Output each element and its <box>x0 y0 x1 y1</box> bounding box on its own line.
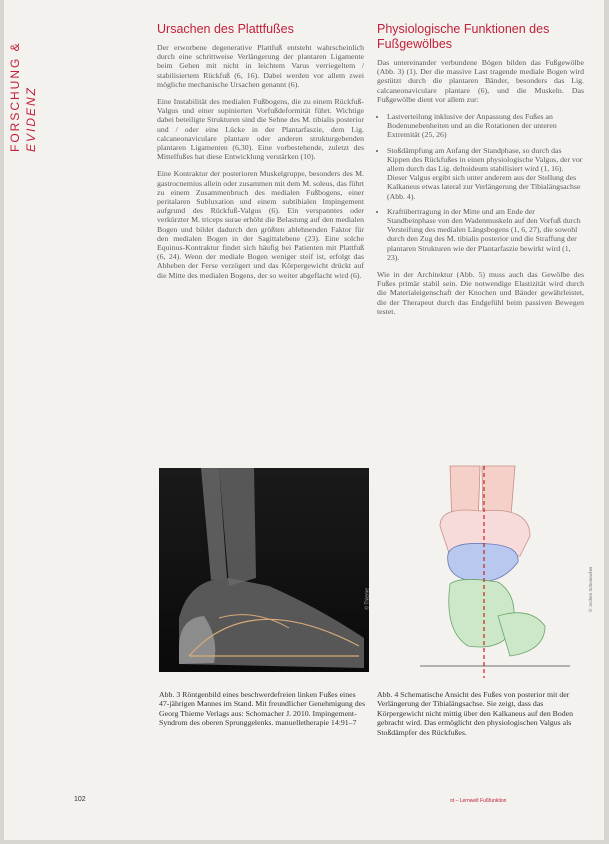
column-right <box>377 22 584 324</box>
section-label-line2: EVIDENZ <box>24 85 38 152</box>
list-item: • Lastverteilung inklusive der Anpassung des Fußes an Bodenunebenheiten und an die Rotationen der unteren Extremität (25, 26) <box>387 112 584 140</box>
column-left <box>157 22 364 288</box>
foot-diagram <box>380 466 590 678</box>
list-item: • Stoßdämpfung am Anfang der Standphase, so durch das Kippen des Rückfußes in einen physiologische Valgus, der vor allem durch das Lig. deltoideum stabilisiert wird (1, 16). Dieser Valgus ergibt sich unter anderem aus der Stellung des Kalkaneus etwas lateral zur Verlängerung der Tibialängsachse (Abb. 4). <box>387 146 584 201</box>
paragraph: Eine Kontraktur der posterioren Muskelgruppe, besonders des M. gastrocnemius allein oder zusammen mit dem M. soleus, das führt zu einem Zusammenbruch des medialen Fußbogens, einer peritalaren Subluxation und einem subtibialen Impingement aufgrund des Rückfuß-Valgus (6). Ein verspanntes oder verkürzter M. triceps surae erhöht die Belastung auf den medialen Bogen und bildet dadurch den größten ablehnenden Faktor für den medialen Bogen in der Sagittalebene (23). Eine solche Equinus-Kontraktur findet sich häufig bei Patienten mit Plattfuß (6, 24). Wenn der mediale Bogen weniger steif ist, erfolgt das Abheben der Ferse verzögert und das Körpergewicht drückt auf die Mitte des medialen Bogens, der so weiter abgeflacht wird (6). <box>157 169 364 280</box>
image-credit: © Thieme <box>365 588 371 610</box>
posterior-foot-illustration <box>380 466 590 678</box>
paragraph: Wie in der Architektur (Abb. 5) muss auch das Gewölbe des Fußes primär stabil sein. Die notwendige Elastizität wird durch die Materialeigenschaft der Knochen und Bänder gewährleistet, die der Therapeut durch das Endgefühl beim passiven Bewegen testet. <box>377 270 584 316</box>
section-label <box>8 22 56 152</box>
xray-foot-illustration <box>159 468 369 672</box>
paragraph: Eine Instabilität des medialen Fußbogens, die zu einem Rückfuß-Valgus und einer supinierten Vorfußdeformität führt. Wichtige dabei beteiligte Strukturen sind die Sehne des M. tibialis posterior und / oder eine Lücke in der Plantarfaszie, dem Lig. calcaneonaviculare plantare oder anderen strukturgebenden plantaren Ligamenten (6,30). Eine vorbestehende, zuletzt des Mittelfußes hat diese Entwicklung verstärken (10). <box>157 97 364 162</box>
section-label-line1: FORSCHUNG & <box>8 41 22 152</box>
image-credit: © Jochen Schomacher <box>588 566 593 612</box>
heading-causes: Ursachen des Plattfußes <box>157 22 294 36</box>
page-number: 102 <box>74 796 86 803</box>
xray-image <box>159 468 369 672</box>
function-list <box>377 112 584 262</box>
figure-caption-xray: Abb. 3 Röntgenbild eines beschwerdefreien linken Fußes eines 47-jährigen Mannes im Stand. Mit freundlicher Genehmigung des Georg Thieme Verlags aus: Schomacher J. 2010. Impingement-Syndrom des oberen Sprunggelenks. manuelletherapie 14:91–7 <box>159 690 366 728</box>
journal-footer: ot – Lernwelt Fußfunktion <box>450 798 507 804</box>
list-item: • Kraftübertragung in der Mitte und am Ende der Standbeinphase von den Wadenmuskeln auf den Vorfuß durch Versteifung des medialen Längsbogens (1, 6, 27), die sowohl durch den Zug des M. tibialis posterior und die Straffung der plantaren Strukturen wie der Plantarfaszie bewirkt wird (1, 23). <box>387 207 584 262</box>
heading-functions: Physiologische Funktionen des Fußgewölbes <box>377 22 550 51</box>
figure-caption-diagram: Abb. 4 Schematische Ansicht des Fußes von posterior mit der Verlängerung der Tibialängsachse. Sie zeigt, dass das Körpergewicht nicht mittig über den Kalkaneus auf den Boden gebracht wird. Das ermöglicht den physiologischen Valgus als Stoßdämpfer des Rückfußes. <box>377 690 574 737</box>
paragraph: Der erworbene degenerative Plattfuß entsteht wahrscheinlich durch eine schrittweise Verlängerung der plantaren Ligamente beim Gehen mit nicht in leichtem Varus verriegeltem / stabilisiertem Rückfuß (6, 16). Dabei werden vor allem zwei mögliche mechanische Ursachen genannt (6). <box>157 43 364 89</box>
paragraph: Das untereinander verbundene Bögen bilden das Fußgewölbe (Abb. 3) (1). Der die massive Last tragende mediale Bogen wird gestützt durch die plantaren Bänder, besonders das Lig. calcaneonaviculare plantare (6), und die Muskeln. Das Fußgewölbe dient vor allem zur: <box>377 58 584 104</box>
